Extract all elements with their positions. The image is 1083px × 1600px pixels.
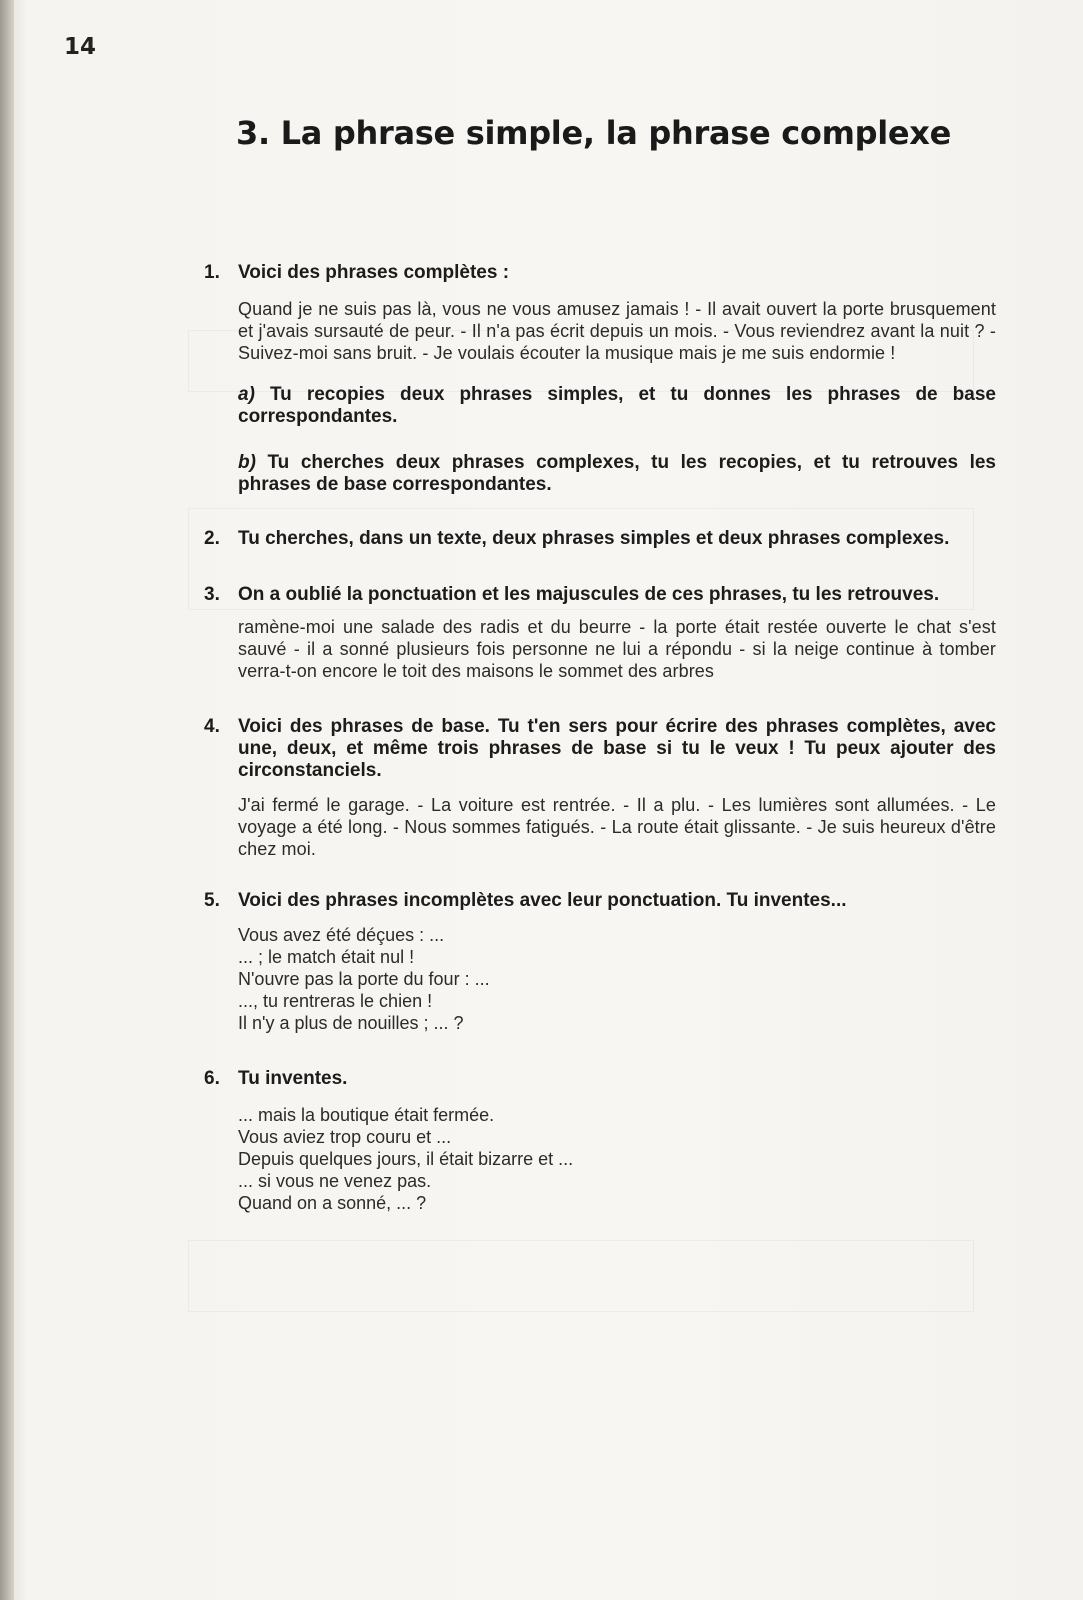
sub-question-a bbox=[238, 384, 996, 428]
exercise-instruction: Tu inventes. bbox=[238, 1068, 348, 1089]
exercise-text: Quand je ne suis pas là, vous ne vous amusez jamais ! - Il avait ouvert la porte brusquement et j'avais sursauté de peur. - Il n'a pas écrit depuis un mois. - Vous reviendrez avant la nuit ? - Suivez-moi sans bruit. - Je voulais écouter la musique mais je me suis endormie ! bbox=[238, 299, 996, 363]
sentence-line: Vous avez été déçues : ... bbox=[238, 925, 445, 945]
sentence-line: Quand on a sonné, ... ? bbox=[238, 1193, 427, 1213]
sub-question-letter: a) bbox=[238, 384, 255, 405]
sentence-line: ... si vous ne venez pas. bbox=[238, 1171, 432, 1191]
sentence-line: ... mais la boutique était fermée. bbox=[238, 1105, 495, 1125]
exercise-3 bbox=[204, 584, 996, 682]
exercise-number: 4. bbox=[204, 716, 220, 737]
exercise-instruction: On a oublié la ponctuation et les majuscules de ces phrases, tu les retrouves. bbox=[238, 584, 940, 605]
exercise-list bbox=[204, 262, 996, 1214]
exercise-text: J'ai fermé le garage. - La voiture est rentrée. - Il a plu. - Les lumières sont allumées. - Le voyage a été long. - Nous sommes fatigués. - La route était glissante. - Je suis heureux d'être chez moi. bbox=[238, 795, 996, 859]
exercise-1 bbox=[204, 262, 996, 496]
sentence-lines bbox=[238, 1104, 996, 1214]
sub-question-letter: b) bbox=[238, 452, 256, 473]
exercise-text: ramène-moi une salade des radis et du beurre - la porte était restée ouverte le chat s'est sauvé - il a sonné plusieurs fois personne ne lui a répondu - si la neige continue à tomber verra-t-on encore le toit des maisons le sommet des arbres bbox=[238, 617, 996, 681]
book-spine-shadow bbox=[0, 0, 14, 1600]
sub-question-text: Tu recopies deux phrases simples, et tu donnes les phrases de base correspondantes. bbox=[238, 384, 996, 427]
sentence-line: Depuis quelques jours, il était bizarre et ... bbox=[238, 1149, 574, 1169]
sentence-line: Vous aviez trop couru et ... bbox=[238, 1127, 452, 1147]
sub-question-b bbox=[238, 452, 996, 496]
exercise-instruction: Tu cherches, dans un texte, deux phrases simples et deux phrases complexes. bbox=[238, 528, 950, 549]
chapter-title: 3. La phrase simple, la phrase complexe bbox=[236, 114, 952, 152]
show-through-box bbox=[188, 1240, 974, 1312]
sentence-line: Il n'y a plus de nouilles ; ... ? bbox=[238, 1013, 464, 1033]
exercise-6 bbox=[204, 1068, 996, 1214]
exercise-4 bbox=[204, 716, 996, 860]
sentence-line: ... ; le match était nul ! bbox=[238, 947, 415, 967]
exercise-2 bbox=[204, 528, 996, 550]
sub-question-text: Tu cherches deux phrases complexes, tu les recopies, et tu retrouves les phrases de base correspondantes. bbox=[238, 452, 997, 495]
exercise-number: 2. bbox=[204, 528, 220, 549]
exercise-number: 6. bbox=[204, 1068, 220, 1089]
sentence-lines bbox=[238, 924, 996, 1034]
exercise-number: 3. bbox=[204, 584, 220, 605]
exercise-5 bbox=[204, 890, 996, 1034]
exercise-instruction: Voici des phrases incomplètes avec leur ponctuation. Tu inventes... bbox=[238, 890, 847, 911]
exercise-instruction: Voici des phrases de base. Tu t'en sers pour écrire des phrases complètes, avec une, deux, et même trois phrases de base si tu le veux ! Tu peux ajouter des circonstanciels. bbox=[238, 716, 996, 781]
exercise-instruction: Voici des phrases complètes : bbox=[238, 262, 510, 283]
exercise-number: 5. bbox=[204, 890, 220, 911]
page-number: 14 bbox=[64, 34, 97, 60]
sentence-line: ..., tu rentreras le chien ! bbox=[238, 991, 433, 1011]
sentence-line: N'ouvre pas la porte du four : ... bbox=[238, 969, 490, 989]
exercise-number: 1. bbox=[204, 262, 220, 283]
